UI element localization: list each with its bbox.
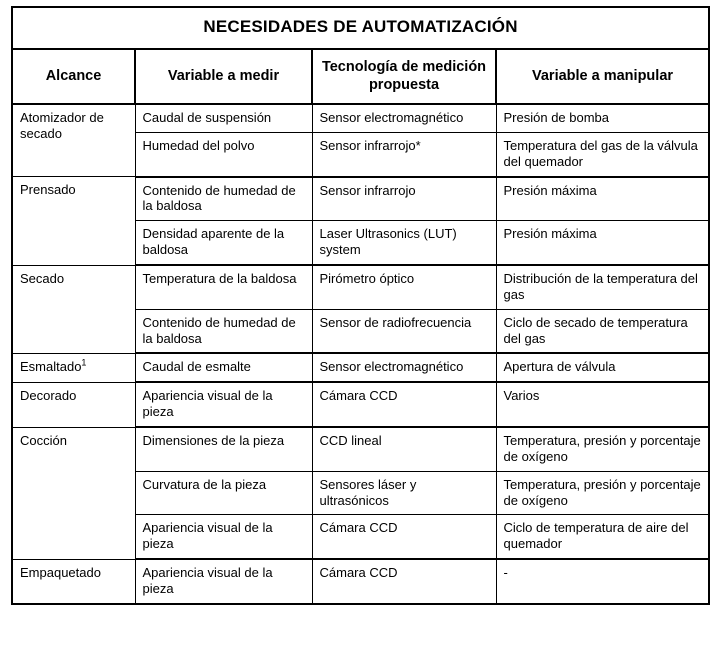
scope-label: Empaquetado: [20, 564, 101, 580]
scope-cell: [12, 559, 135, 604]
cell-tecnologia: Cámara CCD: [312, 515, 496, 559]
cell-variable_manipular: Presión máxima: [496, 177, 709, 221]
cell-variable_medir: Humedad del polvo: [135, 132, 312, 176]
table-row: [12, 382, 709, 427]
cell-variable_manipular: Varios: [496, 382, 709, 427]
scope-label: Secado: [20, 270, 65, 286]
column-header-variable_medir: Variable a medir: [135, 49, 312, 104]
table-row: [12, 353, 709, 382]
cell-variable_manipular: Distribución de la temperatura del gas: [496, 265, 709, 309]
cell-tecnologia: Pirómetro óptico: [312, 265, 496, 309]
cell-variable_medir: Caudal de suspensión: [135, 104, 312, 132]
cell-tecnologia: CCD lineal: [312, 427, 496, 471]
table-row: [12, 265, 709, 309]
table-row: [12, 104, 709, 132]
scope-cell: [12, 353, 135, 382]
table-row: [12, 427, 709, 471]
cell-variable_manipular: Ciclo de temperatura de aire del quemador: [496, 515, 709, 559]
table-title-row: [12, 7, 709, 49]
cell-tecnologia: Cámara CCD: [312, 382, 496, 427]
cell-tecnologia: Sensor electromagnético: [312, 353, 496, 382]
cell-tecnologia: Sensor electromagnético: [312, 104, 496, 132]
table-row: [12, 177, 709, 221]
column-header-variable_manipular: Variable a manipular: [496, 49, 709, 104]
table-header-row: [12, 49, 709, 104]
cell-variable_manipular: Apertura de válvula: [496, 353, 709, 382]
cell-tecnologia: Sensor infrarrojo: [312, 177, 496, 221]
cell-variable_manipular: Temperatura, presión y porcentaje de oxígeno: [496, 427, 709, 471]
cell-variable_medir: Contenido de humedad de la baldosa: [135, 177, 312, 221]
cell-tecnologia: Laser Ultrasonics (LUT) system: [312, 221, 496, 265]
cell-tecnologia: Sensor de radiofrecuencia: [312, 309, 496, 353]
cell-variable_medir: Curvatura de la pieza: [135, 471, 312, 515]
cell-variable_medir: Apariencia visual de la pieza: [135, 382, 312, 427]
automation-needs-table: [11, 6, 710, 605]
cell-variable_manipular: -: [496, 559, 709, 604]
cell-variable_medir: Apariencia visual de la pieza: [135, 515, 312, 559]
cell-variable_medir: Contenido de humedad de la baldosa: [135, 309, 312, 353]
scope-cell: [12, 104, 135, 177]
table-row: [12, 559, 709, 604]
scope-cell: [12, 427, 135, 559]
scope-label: Decorado: [20, 387, 77, 403]
automation-needs-table-container: [11, 6, 708, 605]
table-title: NECESIDADES DE AUTOMATIZACIÓN: [12, 7, 709, 49]
cell-variable_manipular: Ciclo de secado de temperatura del gas: [496, 309, 709, 353]
scope-label: Cocción: [20, 432, 67, 448]
scope-cell: [12, 382, 135, 427]
cell-variable_medir: Temperatura de la baldosa: [135, 265, 312, 309]
cell-variable_manipular: Temperatura del gas de la válvula del quemador: [496, 132, 709, 176]
column-header-alcance: Alcance: [12, 49, 135, 104]
cell-tecnologia: Sensor infrarrojo*: [312, 132, 496, 176]
scope-cell: [12, 265, 135, 353]
scope-label: Prensado: [20, 182, 76, 198]
cell-variable_manipular: Presión de bomba: [496, 104, 709, 132]
scope-footnote-marker: 1: [81, 357, 87, 368]
cell-tecnologia: Sensores láser y ultrasónicos: [312, 471, 496, 515]
column-header-tecnologia: Tecnología de medición propuesta: [312, 49, 496, 104]
cell-variable_medir: Densidad aparente de la baldosa: [135, 221, 312, 265]
scope-label: Esmaltado: [20, 358, 82, 374]
cell-variable_medir: Caudal de esmalte: [135, 353, 312, 382]
table-body: [12, 7, 709, 604]
scope-cell: [12, 177, 135, 265]
cell-variable_medir: Dimensiones de la pieza: [135, 427, 312, 471]
cell-variable_manipular: Temperatura, presión y porcentaje de oxígeno: [496, 471, 709, 515]
cell-variable_manipular: Presión máxima: [496, 221, 709, 265]
cell-tecnologia: Cámara CCD: [312, 559, 496, 604]
cell-variable_medir: Apariencia visual de la pieza: [135, 559, 312, 604]
scope-label: Atomizador de secado: [20, 109, 104, 141]
